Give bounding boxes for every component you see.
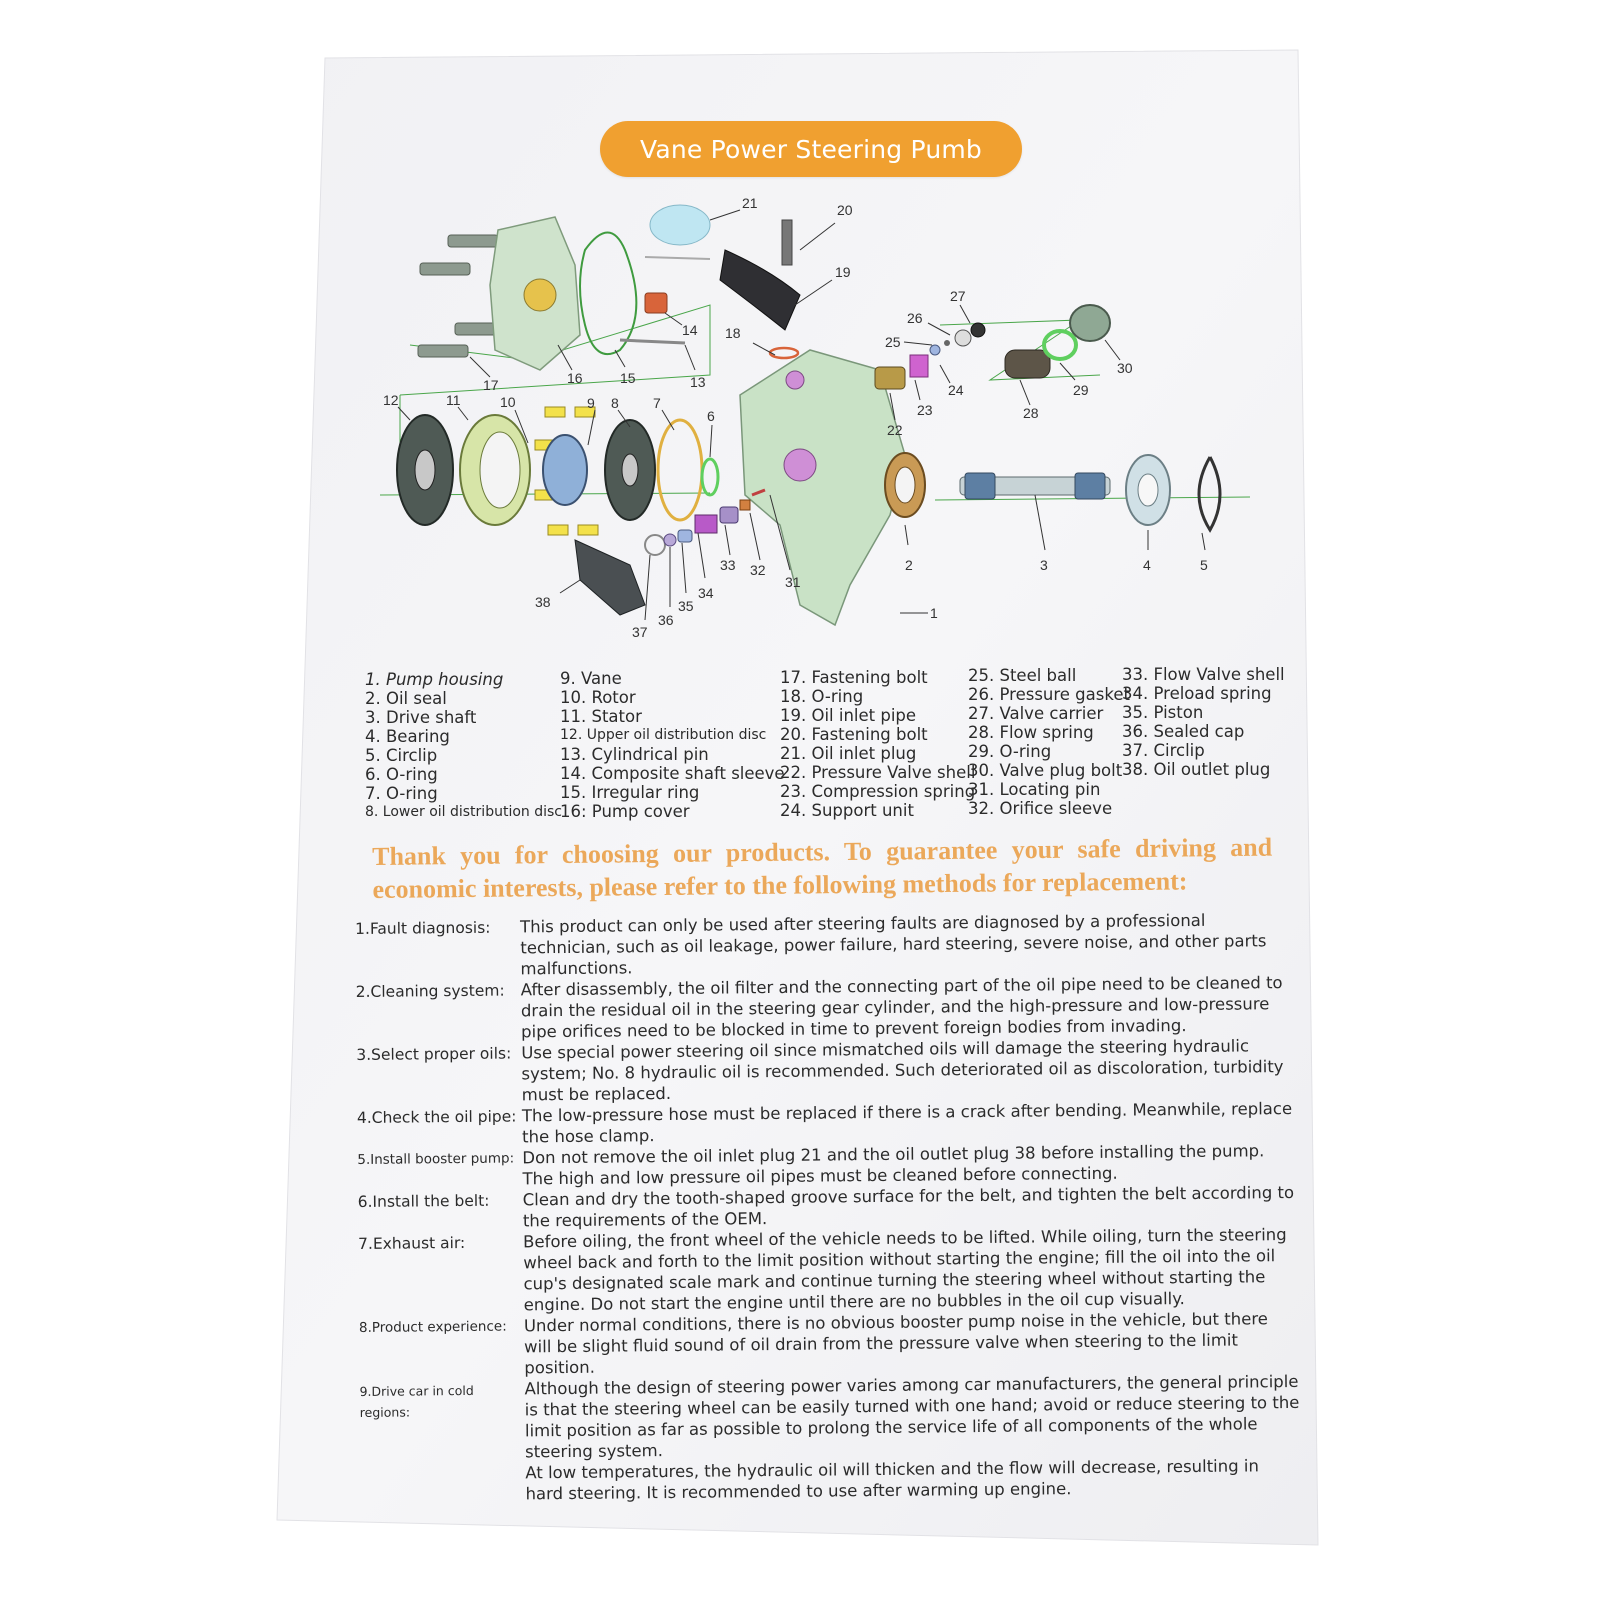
- callout-13: 13: [690, 374, 706, 390]
- callout-29: 29: [1073, 382, 1089, 398]
- step-text: [524, 1308, 1300, 1378]
- callout-25: 25: [885, 334, 901, 350]
- document-title: Vane Power Steering Pumb: [600, 121, 1022, 177]
- callout-30: 30: [1117, 360, 1133, 376]
- callout-2: 2: [905, 557, 913, 573]
- valve-plug-bolt: [1070, 305, 1110, 341]
- rotor: [543, 435, 587, 505]
- step-paragraph: Don not remove the oil inlet plug 21 and the oil outlet plug 38 before installing the pump. The high and low pressure oil pipes must be cleaned before connecting.: [522, 1141, 1265, 1189]
- parts-list-column-4: [968, 666, 1130, 818]
- part-item: 5. Circlip: [365, 746, 438, 765]
- o-ring-18: [770, 348, 798, 358]
- pressure-gasket: [955, 330, 971, 346]
- part-item: 8. Lower oil distribution disc: [365, 804, 562, 820]
- part-item: 31. Locating pin: [968, 780, 1101, 799]
- part-item: 11. Stator: [560, 707, 642, 726]
- callout-1: 1: [930, 605, 938, 621]
- flow-valve-shell: [720, 507, 738, 523]
- parts-list-column-3: [780, 668, 975, 820]
- step-paragraph: Under normal conditions, there is no obvious booster pump noise in the vehicle, but there will be slight fluid sound of oil drain from the pressure valve when steering to the limit position.: [523, 1309, 1268, 1378]
- step-paragraph: Before oiling, the front wheel of the vehicle needs to be lifted. While oiling, turn the steering wheel back and forth to the limit position without starting the engine; fill the oil into the oil cup's designated scale mark and continue turning the steering wheel without starting the engine. Do not start the engine until there are no bubbles in the oil cup visually.: [523, 1225, 1287, 1315]
- step-text: [523, 1182, 1298, 1231]
- callout-9: 9: [587, 395, 595, 411]
- cylindrical-pin: [620, 340, 685, 343]
- steel-ball: [944, 340, 950, 346]
- callout-33: 33: [720, 557, 736, 573]
- part-item: 34. Preload spring: [1122, 684, 1272, 703]
- step-text: [523, 1224, 1299, 1315]
- callout-11: 11: [446, 392, 461, 408]
- step-label: 7.Exhaust air:: [358, 1233, 466, 1253]
- part-item: 3. Drive shaft: [365, 708, 477, 727]
- part-item: 35. Piston: [1122, 703, 1204, 722]
- parts-list-column-1: [365, 670, 562, 822]
- thank-you-line-2: economic interests, please refer to the following methods for replacement:: [372, 866, 1188, 904]
- housing-inlet: [786, 371, 804, 389]
- pressure-valve-shell: [875, 367, 905, 389]
- disc-hole-12: [415, 450, 435, 490]
- instruction-step: [355, 909, 1296, 981]
- pin-line: [645, 257, 710, 259]
- circlip-37: [645, 535, 665, 555]
- part-item: 19. Oil inlet pipe: [780, 706, 917, 725]
- orifice-sleeve: [740, 500, 750, 510]
- callout-20: 20: [837, 202, 853, 218]
- part-item: 9. Vane: [560, 669, 622, 688]
- part-item: 13. Cylindrical pin: [560, 745, 709, 764]
- part-item: 26. Pressure gasket: [968, 685, 1130, 704]
- callout-32: 32: [750, 562, 766, 578]
- step-text: [524, 1371, 1300, 1504]
- part-item: 23. Compression spring: [780, 782, 976, 801]
- step-label: 1.Fault diagnosis:: [355, 918, 491, 938]
- step-label: 2.Cleaning system:: [355, 981, 505, 1001]
- valve-carrier: [971, 323, 985, 337]
- instruction-step: [359, 1371, 1300, 1506]
- part-item: 12. Upper oil distribution disc: [560, 727, 767, 743]
- part-item: 21. Oil inlet plug: [780, 744, 917, 763]
- callout-21: 21: [742, 195, 758, 211]
- callout-23: 23: [917, 402, 933, 418]
- o-ring-7: [658, 420, 702, 520]
- oil-outlet-plug: [575, 540, 645, 615]
- part-item: 25. Steel ball: [968, 666, 1077, 685]
- instruction-step: [356, 972, 1297, 1044]
- part-item: 2. Oil seal: [365, 689, 447, 708]
- callout-38: 38: [535, 594, 551, 610]
- oil-seal-hole: [895, 467, 915, 503]
- part-item: 20. Fastening bolt: [780, 725, 928, 744]
- part-item: 10. Rotor: [560, 688, 636, 707]
- step-paragraph: After disassembly, the oil filter and the connecting part of the oil pipe need to be cleaned to drain the residual oil in the steering gear cylinder, and the high-pressure and low-pressure pipe orifices need to be blocked in time to prevent foreign bodies from invading.: [520, 973, 1283, 1042]
- callout-16: 16: [567, 370, 583, 386]
- callout-28: 28: [1023, 405, 1039, 421]
- exploded-parts-diagram: [380, 195, 1280, 665]
- step-text: [520, 909, 1296, 979]
- parts-list-column-5: [1122, 665, 1285, 779]
- circlip-5: [1199, 457, 1220, 530]
- stator-bore: [480, 432, 520, 508]
- part-item: 16: Pump cover: [560, 802, 690, 821]
- compression-spring: [910, 355, 928, 377]
- part-item: 4. Bearing: [365, 727, 450, 746]
- step-text: [522, 1098, 1297, 1147]
- part-item: 6. O-ring: [365, 765, 438, 784]
- callout-34: 34: [698, 585, 714, 601]
- step-paragraph: This product can only be used after steering faults are diagnosed by a professional technician, such as oil leakage, power failure, hard steering, severe noise, and other parts malfunctions.: [520, 910, 1267, 979]
- callout-26: 26: [907, 310, 923, 326]
- part-item: 29. O-ring: [968, 742, 1052, 761]
- callout-35: 35: [678, 598, 694, 614]
- callout-31: 31: [785, 574, 801, 590]
- piston: [678, 530, 692, 542]
- step-label: 8.Product experience:: [358, 1318, 507, 1336]
- part-item: 33. Flow Valve shell: [1122, 665, 1285, 684]
- callout-18: 18: [725, 325, 741, 341]
- step-paragraph: At low temperatures, the hydraulic oil will thicken and the flow will decrease, resulting in hard steering. It is recommended to use after warming up engine.: [525, 1456, 1260, 1504]
- sealed-cap: [664, 534, 676, 546]
- preload-spring: [695, 515, 717, 533]
- pump-housing: [740, 350, 905, 625]
- support-unit: [930, 345, 940, 355]
- step-paragraph: Use special power steering oil since mismatched oils will damage the steering hydraulic system; No. 8 hydraulic oil is recommended. Such deteriorated oil as discoloration, turbidity must be replaced.: [521, 1036, 1284, 1105]
- callout-37: 37: [632, 624, 648, 640]
- parts-list-column-2: [560, 669, 785, 821]
- pump-cover-bore: [524, 279, 556, 311]
- part-item: 27. Valve carrier: [968, 704, 1104, 723]
- step-paragraph: Although the design of steering power varies among car manufacturers, the general principle is that the steering wheel can be easily turned with one hand; avoid or reduce steering to the limit position as far as possible to prolong the service life of all components of the whole steering system.: [524, 1371, 1300, 1462]
- step-label: 5.Install booster pump:: [357, 1150, 515, 1168]
- part-item: 7. O-ring: [365, 784, 438, 803]
- thank-you-line-1: Thank you for choosing our products. To guarantee your safe driving and: [372, 832, 1273, 871]
- callout-8: 8: [611, 395, 619, 411]
- bearing-hole: [1138, 474, 1158, 506]
- callout-3: 3: [1040, 557, 1048, 573]
- step-text: [522, 1140, 1297, 1189]
- step-label: 3.Select proper oils:: [356, 1044, 512, 1064]
- replacement-instructions: [355, 909, 1301, 1506]
- part-item: 38. Oil outlet plug: [1122, 760, 1271, 779]
- callout-14: 14: [682, 322, 698, 338]
- composite-shaft-sleeve: [645, 293, 667, 313]
- instruction-step: [359, 1308, 1300, 1380]
- step-label: 4.Check the oil pipe:: [356, 1107, 517, 1127]
- step-label: 6.Install the belt:: [357, 1191, 490, 1211]
- disc-hole-8: [622, 454, 638, 486]
- instruction-step: [358, 1224, 1299, 1317]
- callout-24: 24: [948, 382, 964, 398]
- part-item: 36. Sealed cap: [1122, 722, 1245, 741]
- step-paragraph: Clean and dry the tooth-shaped groove surface for the belt, and tighten the belt according to the requirements of the OEM.: [522, 1182, 1295, 1231]
- callout-4: 4: [1143, 557, 1151, 573]
- step-text: [521, 1035, 1297, 1105]
- part-item: 28. Flow spring: [968, 723, 1094, 742]
- part-item: 18. O-ring: [780, 687, 864, 706]
- step-paragraph: The low-pressure hose must be replaced if there is a crack after bending. Meanwhile, replace the hose clamp.: [521, 1099, 1293, 1147]
- callout-6: 6: [707, 408, 715, 424]
- callout-27: 27: [950, 288, 966, 304]
- part-item: 22. Pressure Valve shell: [780, 763, 976, 782]
- part-item: 30. Valve plug bolt: [968, 761, 1123, 780]
- step-text: [521, 972, 1297, 1042]
- part-item: 17. Fastening bolt: [780, 668, 928, 687]
- callout-12: 12: [383, 392, 399, 408]
- callout-10: 10: [500, 394, 516, 410]
- callout-5: 5: [1200, 557, 1208, 573]
- part-item: 32. Orifice sleeve: [968, 799, 1113, 818]
- part-item: 14. Composite shaft sleeve: [560, 764, 785, 783]
- callout-19: 19: [835, 264, 851, 280]
- fastening-bolt-20: [782, 220, 792, 265]
- callout-7: 7: [653, 395, 661, 411]
- flow-spring: [1005, 350, 1050, 378]
- callout-36: 36: [658, 612, 674, 628]
- callout-15: 15: [620, 370, 636, 386]
- instruction-step: [356, 1035, 1297, 1107]
- step-label: 9.Drive car in cold regions:: [359, 1382, 474, 1420]
- part-item: 37. Circlip: [1122, 741, 1205, 760]
- housing-port: [784, 449, 816, 481]
- oil-inlet-plug: [650, 205, 710, 245]
- part-item: 15. Irregular ring: [560, 783, 700, 802]
- thank-you-heading: [372, 831, 1273, 906]
- part-item: 24. Support unit: [780, 801, 914, 820]
- part-item: 1. Pump housing: [365, 670, 504, 689]
- callout-17: 17: [483, 377, 499, 393]
- o-ring-6: [702, 459, 718, 495]
- o-ring-29: [1044, 331, 1076, 359]
- callout-22: 22: [887, 422, 903, 438]
